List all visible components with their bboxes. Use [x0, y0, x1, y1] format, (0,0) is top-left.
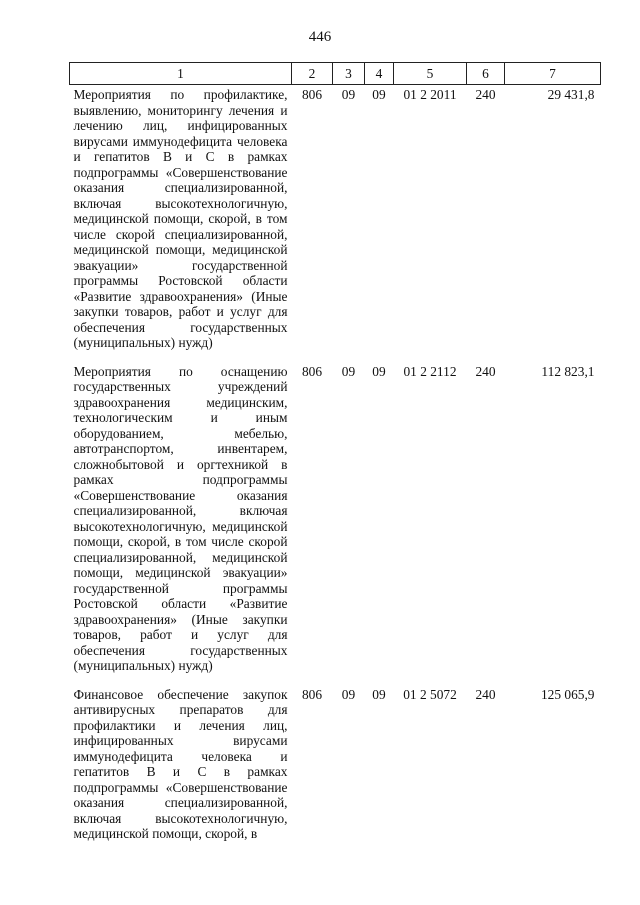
- row-subsection-code: 09: [372, 686, 386, 702]
- row-amount: 125 065,9: [540, 686, 595, 702]
- row-description: Финансовое обеспечение закупок антивирусных препаратов для профилактики и лечения лиц, инфицированных вирусами иммунодефицита человека и гепатитов В и С в рамках подпрограммы «Совершенствование оказания специализированной, включая высокотехнологичную, медицинской помощи, скорой, в: [73, 686, 288, 841]
- row-section-code: 09: [341, 363, 356, 379]
- header-col-5: 5: [394, 63, 467, 85]
- row-subsection-code: 09: [372, 363, 386, 379]
- row-amount: 112 823,1: [541, 363, 595, 379]
- header-col-3: 3: [333, 63, 365, 85]
- header-col-4: 4: [365, 63, 394, 85]
- row-expense-type: 240: [475, 686, 496, 702]
- row-expense-type: 240: [475, 363, 496, 379]
- table-row: [70, 362, 601, 685]
- row-target-article: 01 2 2011: [403, 87, 457, 102]
- row-subsection-code: 09: [372, 87, 386, 102]
- row-ministry-code: 806: [301, 87, 323, 102]
- page-number: 446: [308, 29, 332, 45]
- table-body: [70, 85, 601, 853]
- row-section-code: 09: [341, 686, 356, 702]
- budget-table: [69, 62, 601, 853]
- row-section-code: 09: [341, 87, 356, 102]
- row-target-article: 01 2 5072: [403, 686, 457, 702]
- row-description: Мероприятия по оснащению государственных учреждений здравоохранения медицинским, технологическим и иным оборудованием, мебелью, автотранспортом, инвентарем, сложнобытовой и оргтехникой в рамках подпрограммы «Совершенствование оказания специализированной, включая высокотехнологичную, медицинской помощи, скорой, в том числе скорой специализированной, медицинской помощи, медицинской эвакуации» государственной программы Ростовской области «Развитие здравоохранения» (Иные закупки товаров, работ и услуг для обеспечения государственных (муниципальных) нужд): [73, 363, 288, 673]
- header-col-1: 1: [70, 63, 292, 85]
- row-ministry-code: 806: [301, 363, 323, 379]
- row-ministry-code: 806: [301, 686, 323, 702]
- header-col-2: 2: [292, 63, 333, 85]
- table-row: [70, 85, 601, 362]
- row-expense-type: 240: [475, 87, 496, 102]
- table-header: [70, 63, 601, 85]
- row-target-article: 01 2 2112: [403, 363, 457, 379]
- header-col-6: 6: [467, 63, 505, 85]
- row-amount: 29 431,8: [547, 87, 595, 102]
- row-description: Мероприятия по профилактике, выявлению, мониторингу лечения и лечению лиц, инфицированных вирусами иммунодефицита человека и гепатитов В и С в рамках подпрограммы «Совершенствование оказания специализированной, включая высокотехнологичную, медицинской помощи, скорой, в том числе скорой специализированной, медицинской помощи, медицинской эвакуации» государственной программы Ростовской области «Развитие здравоохранения» (Иные закупки товаров, работ и услуг для обеспечения государственных (муниципальных) нужд): [73, 87, 288, 350]
- header-row: [70, 63, 601, 85]
- header-col-7: 7: [505, 63, 601, 85]
- table-row: [70, 685, 601, 853]
